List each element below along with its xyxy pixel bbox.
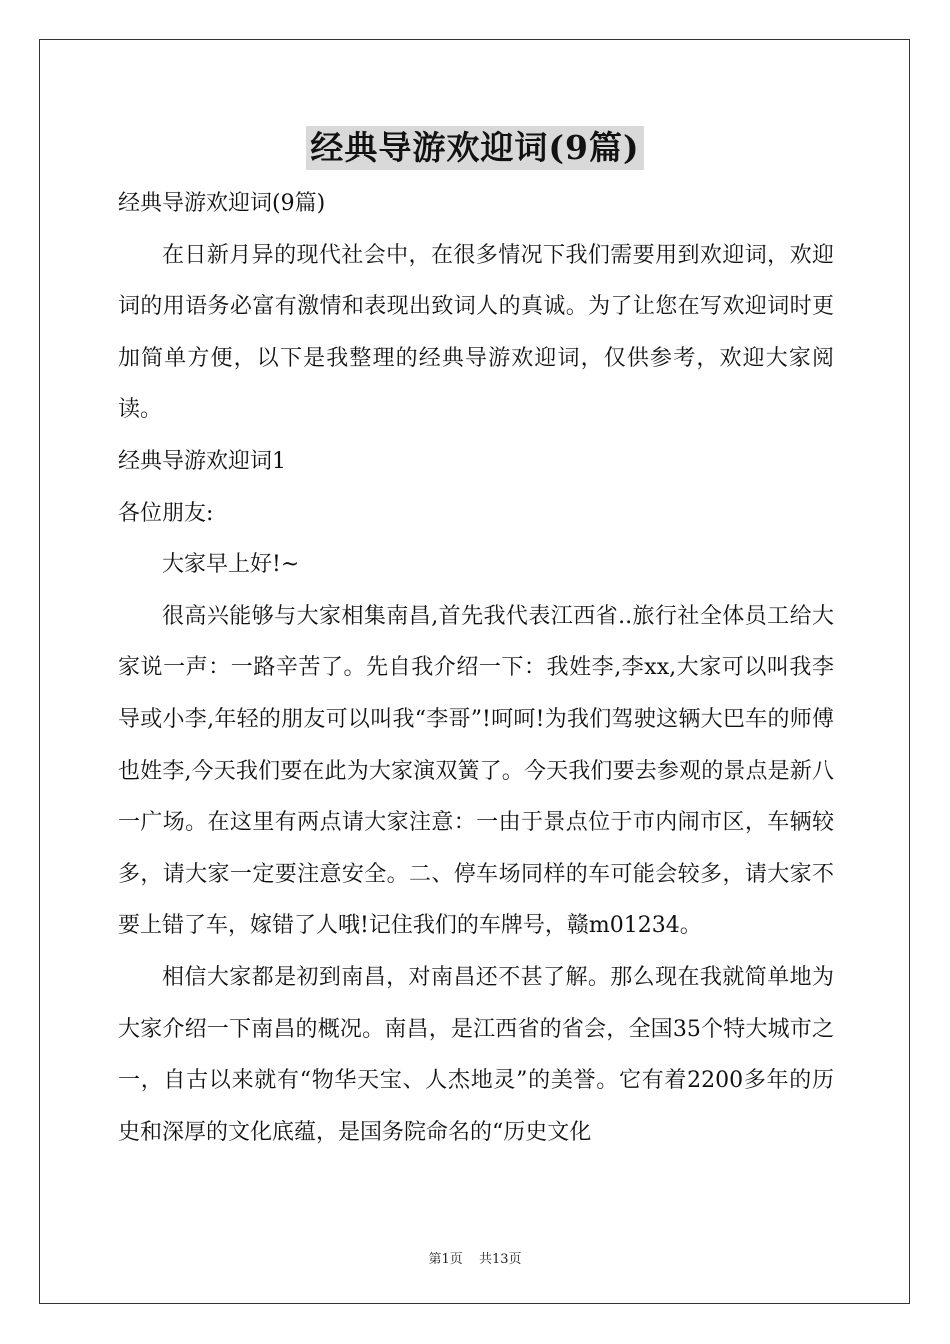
title-container bbox=[0, 126, 950, 170]
greeting: 大家早上好!~ bbox=[162, 552, 300, 578]
paragraph: 相信大家都是初到南昌，对南昌还不甚了解。那么现在我就简单地为大家介绍一下南昌的概况。南昌，是江西省的省会，全国35个特大城市之一，自古以来就有“物华天宝、人杰地灵”的美誉。它有着2200多年的历史和深厚的文化底蕴，是国务院命名的“历史文化 bbox=[118, 964, 834, 1145]
section-heading: 经典导游欢迎词1 bbox=[118, 448, 286, 474]
page-total: 共13页 bbox=[478, 1252, 522, 1267]
paragraph: 很高兴能够与大家相集南昌,首先我代表江西省..旅行社全体员工给大家说一声：一路辛苦了。先自我介绍一下：我姓李,李xx,大家可以叫我李导或小李,年轻的朋友可以叫我“李哥”!呵呵!为我们驾驶这辆大巴车的师傅也姓李,今天我们要在此为大家演双簧了。今天我们要去参观的景点是新八一广场。在这里有两点请大家注意：一由于景点位于市内闹市区，车辆较多，请大家一定要注意安全。二、停车场同样的车可能会较多，请大家不要上错了车，嫁错了人哦!记住我们的车牌号，赣m01234。 bbox=[118, 603, 834, 939]
page-footer bbox=[0, 1248, 950, 1267]
salutation: 各位朋友: bbox=[118, 500, 214, 526]
document-title: 经典导游欢迎词(9篇) bbox=[306, 126, 643, 170]
document-body bbox=[118, 178, 834, 1158]
page-number: 第1页 bbox=[428, 1252, 463, 1267]
document-subtitle: 经典导游欢迎词(9篇) bbox=[118, 191, 326, 216]
paragraph: 在日新月异的现代社会中，在很多情况下我们需要用到欢迎词，欢迎词的用语务必富有激情和表现出致词人的真诚。为了让您在写欢迎词时更加简单方便，以下是我整理的经典导游欢迎词，仅供参考，欢迎大家阅读。 bbox=[118, 242, 834, 423]
